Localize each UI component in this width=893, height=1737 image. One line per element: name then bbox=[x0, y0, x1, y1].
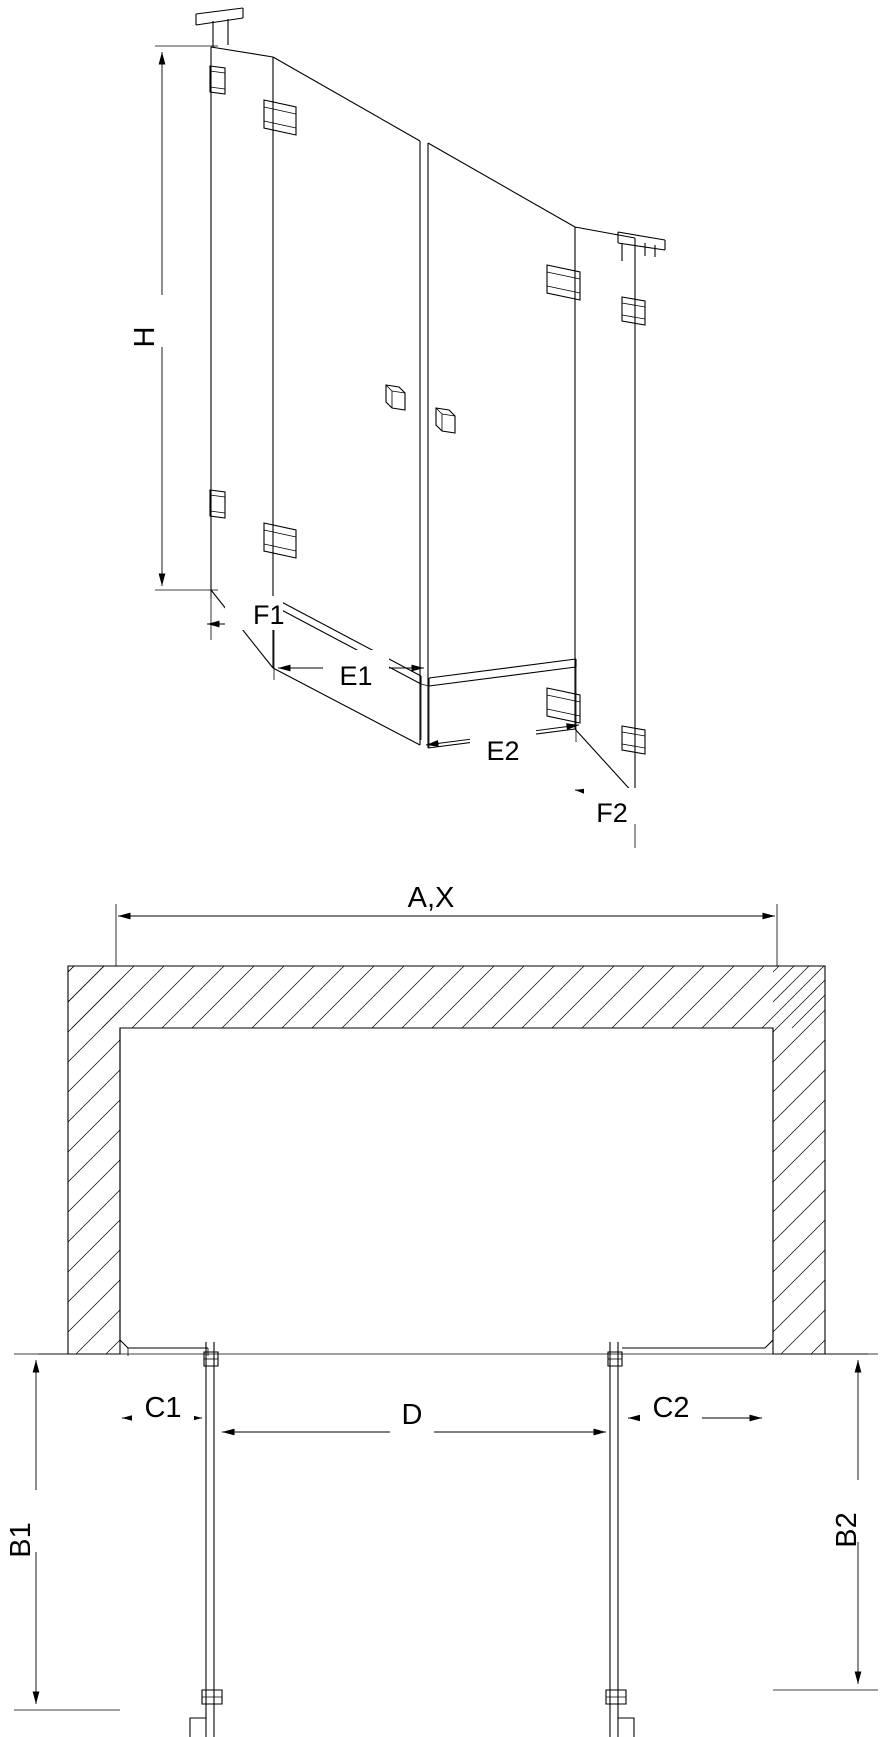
dimension-D bbox=[222, 1396, 606, 1434]
dimension-F2 bbox=[575, 788, 642, 848]
wall-bracket-upper-right bbox=[622, 297, 645, 325]
dimension-E1 bbox=[278, 650, 424, 740]
wall-hatch-top bbox=[0, 920, 893, 1040]
dimension-H bbox=[129, 46, 218, 590]
handle-right bbox=[436, 408, 455, 433]
dimension-label-AX: A,X bbox=[407, 882, 455, 914]
bottom-threshold bbox=[274, 598, 576, 686]
dimension-label-B1: B1 bbox=[5, 1522, 37, 1558]
dimension-label-E2: E2 bbox=[486, 736, 520, 766]
dimension-C2 bbox=[628, 1390, 762, 1428]
hinge-left-lower bbox=[210, 490, 225, 518]
front-elevation-view bbox=[129, 8, 665, 848]
enclosure-profile-plan bbox=[120, 1028, 773, 1356]
handle-left bbox=[386, 385, 405, 410]
dimension-label-B2: B2 bbox=[831, 1512, 863, 1548]
dimension-label-H: H bbox=[129, 326, 161, 348]
wall-structure bbox=[68, 966, 825, 1354]
hinge-panel-lower bbox=[264, 523, 296, 558]
right-fixed-panel bbox=[575, 227, 635, 795]
dimension-label-C1: C1 bbox=[144, 1392, 182, 1424]
plan-door-right bbox=[606, 1342, 634, 1737]
wall-bracket-lower-right bbox=[622, 726, 645, 754]
plan-door-left bbox=[190, 1342, 222, 1737]
left-fixed-panel bbox=[211, 47, 273, 668]
dimension-label-F2: F2 bbox=[596, 798, 628, 828]
dimension-label-D: D bbox=[401, 1399, 423, 1431]
dimension-label-E1: E1 bbox=[339, 661, 373, 691]
wall-hatch-right bbox=[745, 880, 865, 1480]
dimension-B2 bbox=[773, 1354, 878, 1690]
hinge-panel-upper bbox=[264, 100, 296, 135]
hinge-left-upper bbox=[210, 66, 225, 94]
dimension-E2 bbox=[426, 667, 579, 766]
top-plan-view bbox=[0, 876, 893, 1737]
dimension-C1 bbox=[122, 1390, 202, 1428]
door-leaf-E2 bbox=[428, 143, 575, 748]
dimension-AX bbox=[116, 876, 777, 966]
dimension-B1 bbox=[5, 1354, 120, 1710]
dimension-label-F1: F1 bbox=[253, 600, 285, 630]
door-leaf-E1 bbox=[273, 57, 420, 745]
dimension-label-C2: C2 bbox=[652, 1392, 690, 1424]
top-rail bbox=[196, 8, 243, 47]
